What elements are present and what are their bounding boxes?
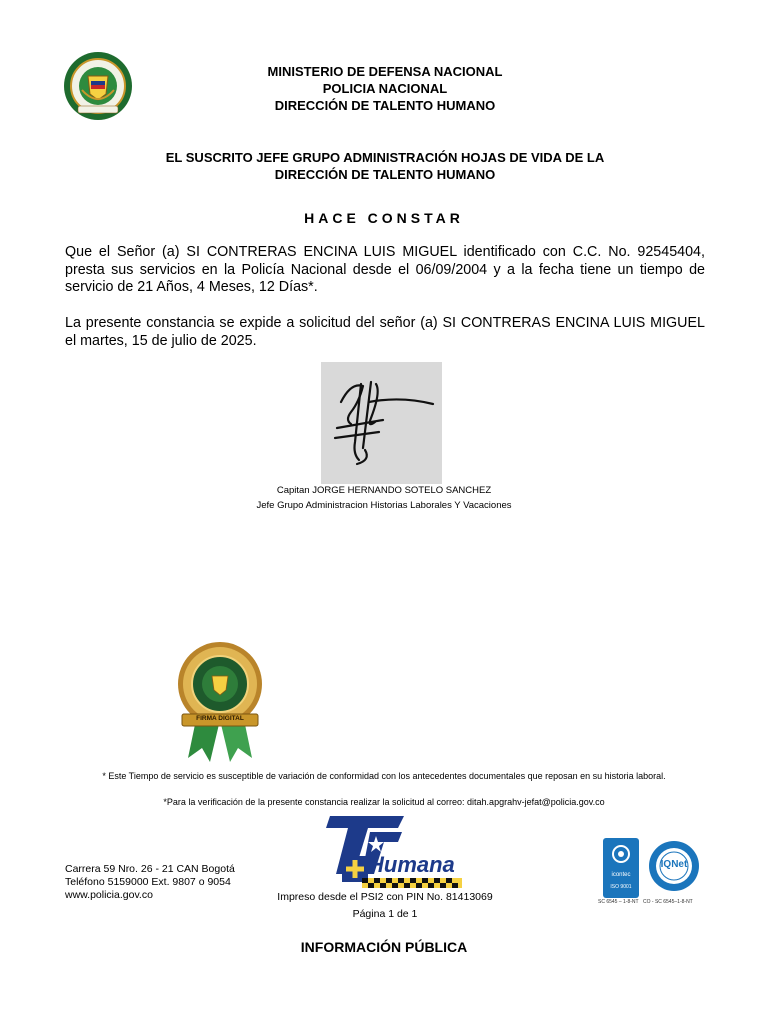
footer-website: www.policia.gov.co	[65, 889, 153, 901]
page-number: Página 1 de 1	[352, 908, 418, 920]
contact-info	[65, 863, 235, 902]
digital-signature-ribbon-text: FIRMA DIGITAL	[196, 715, 244, 722]
icontec-label: icontec	[611, 872, 631, 878]
talento-humano-logo	[318, 814, 468, 890]
header-police: POLICIA NACIONAL	[322, 81, 448, 96]
verification-note: *Para la verificación de la presente constancia realizar la solicitud al correo: ditah.apgrahv-jefat@policia.gov.co	[163, 797, 605, 807]
talento-humano-logo-text: Humana	[368, 852, 455, 877]
police-seal-logo	[62, 50, 134, 122]
institution-header	[150, 63, 620, 114]
iqnet-certification-icon	[648, 840, 700, 892]
service-time-disclaimer: * Este Tiempo de servicio es susceptible de variación de conformidad con los antecedentes documentales que reposan en su historia laboral.	[102, 771, 666, 781]
issuer-statement	[100, 149, 670, 183]
icontec-code: SC 6545 – 1-8-NT	[598, 899, 639, 905]
information-classification: INFORMACIÓN PÚBLICA	[300, 939, 468, 955]
issuer-line1: EL SUSCRITO JEFE GRUPO ADMINISTRACIÓN HOJAS DE VIDA DE LA	[165, 150, 605, 165]
header-directorate: DIRECCIÓN DE TALENTO HUMANO	[274, 98, 496, 113]
body-paragraph-service: Que el Señor (a) SI CONTRERAS ENCINA LUIS MIGUEL identificado con C.C. No. 92545404, presta sus servicios en la Policía Nacional desde el 06/09/2004 y a la fecha tiene un tiempo de servicio de 21 Años, 4 Meses, 12 Días*.	[65, 244, 705, 295]
icontec-iso: ISO 9001	[610, 884, 632, 890]
footer-phone: Teléfono 5159000 Ext. 9807 o 9054	[65, 876, 231, 888]
signatory-title: Jefe Grupo Administracion Historias Laborales Y Vacaciones	[256, 500, 512, 511]
body-paragraph-request: La presente constancia se expide a solicitud del señor (a) SI CONTRERAS ENCINA LUIS MIGUEL el martes, 15 de julio de 2025.	[65, 315, 705, 349]
iqnet-code: CO - SC 6545–1-8-NT	[643, 899, 693, 905]
print-pin: Impreso desde el PSI2 con PIN No. 81413069	[277, 891, 493, 903]
iqnet-label: IQNet	[660, 859, 688, 870]
icontec-certification-icon	[603, 838, 639, 898]
header-ministry: MINISTERIO DE DEFENSA NACIONAL	[267, 64, 503, 79]
signature-image	[321, 362, 442, 484]
issuer-line2: DIRECCIÓN DE TALENTO HUMANO	[274, 167, 496, 182]
signatory-name: Capitan JORGE HERNANDO SOTELO SANCHEZ	[276, 485, 492, 496]
footer-address: Carrera 59 Nro. 26 - 21 CAN Bogotá	[65, 863, 235, 875]
document-heading: HACE CONSTAR	[304, 210, 464, 226]
digital-signature-badge-icon	[176, 640, 264, 764]
